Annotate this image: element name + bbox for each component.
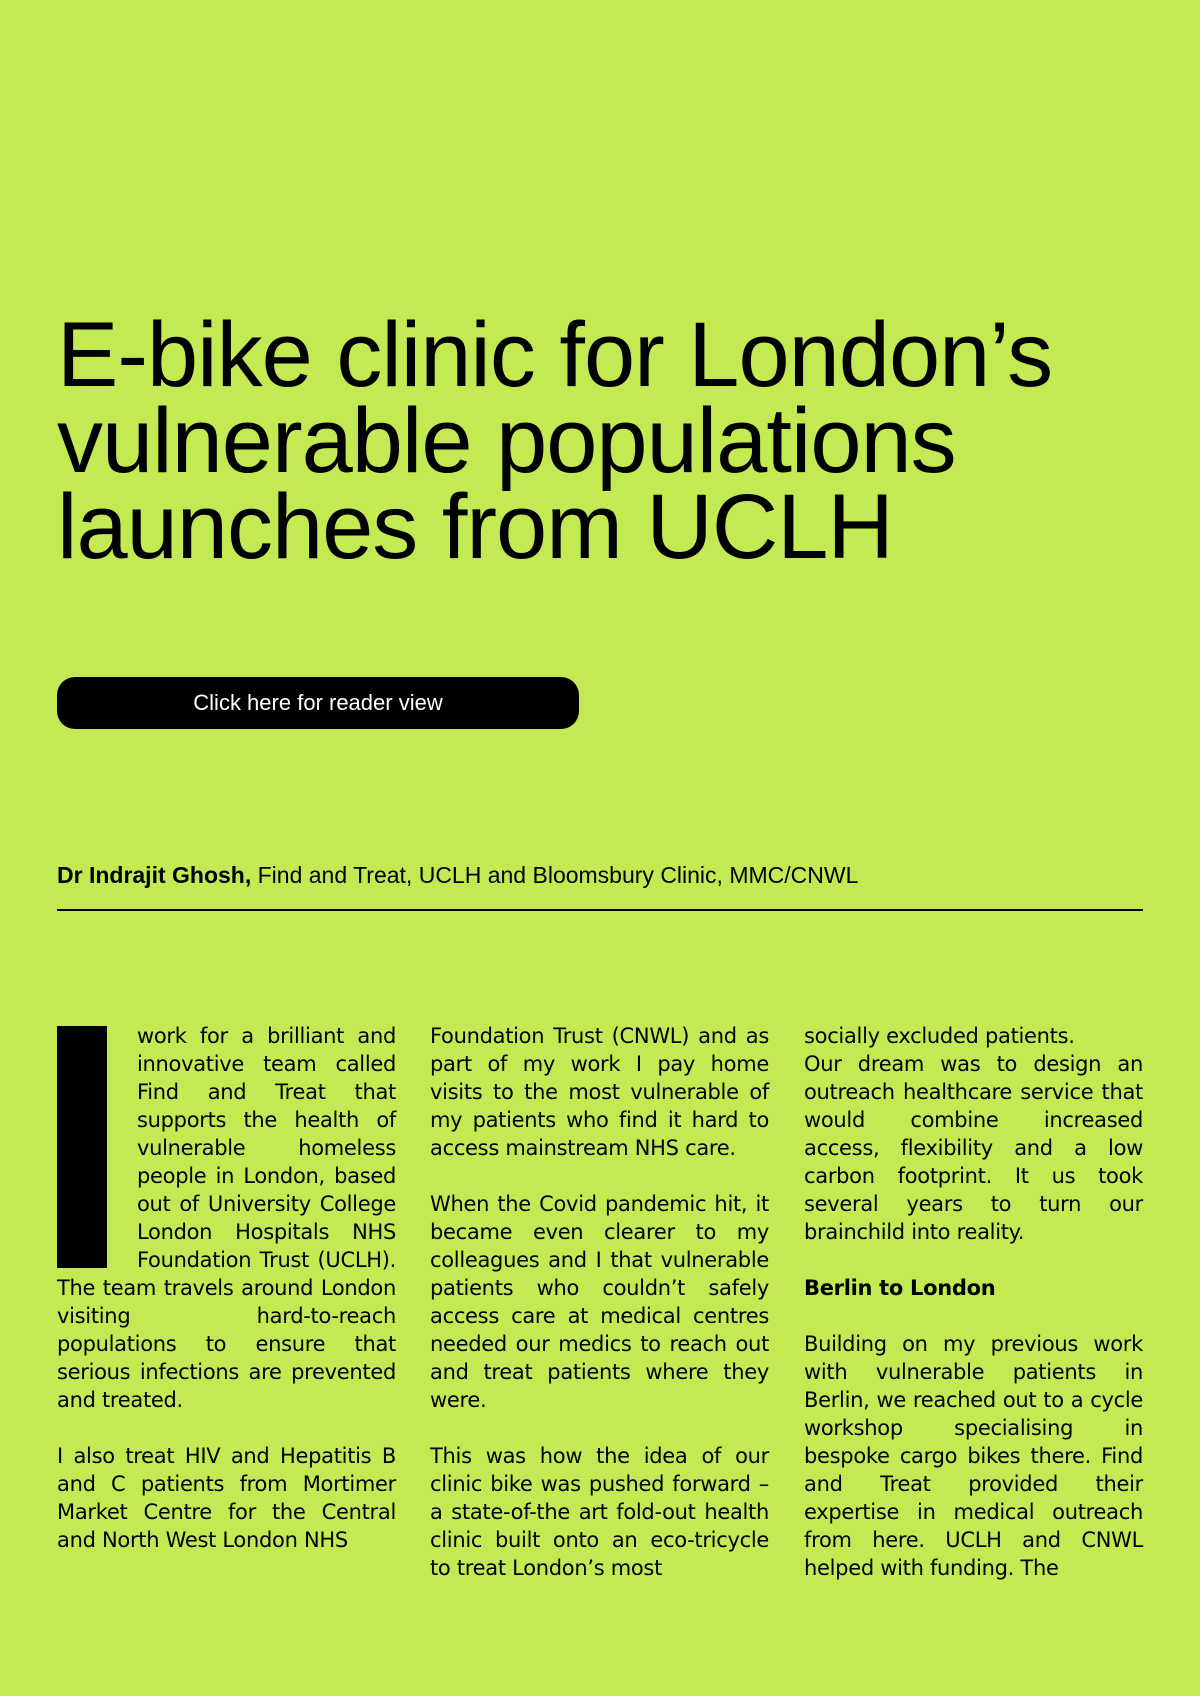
article-headline xyxy=(57,304,1157,578)
byline-divider xyxy=(57,909,1143,911)
article-column-2 xyxy=(430,1022,769,1610)
byline-affiliation: Find and Treat, UCLH and Bloomsbury Clinic, MMC/CNWL xyxy=(257,862,859,888)
byline-author: Dr Indrajit Ghosh, xyxy=(57,862,252,888)
article-paragraph: When the Covid pandemic hit, it became even clearer to my colleagues and I that vulnerable patients who couldn’t safely access care at medical centres needed our medics to reach out and treat patients where they were. xyxy=(430,1192,769,1412)
article-paragraph: I also treat HIV and Hepatitis B and C patients from Mortimer Market Centre for the Central and North West London NHS xyxy=(57,1444,396,1552)
dropcap-letter xyxy=(57,1026,107,1268)
article-column-1 xyxy=(57,1022,396,1582)
article-paragraph: work for a brilliant and innovative team called Find and Treat that supports the health of vulnerable homeless people in London, based out of University College London Hospitals NHS Foundation Trust (UCLH). The team travels around London visiting hard-to-reach populations to ensure that serious infections are prevented and treated. xyxy=(57,1024,396,1412)
headline-line-3: launches from UCLH xyxy=(57,476,893,578)
article-paragraph: Building on my previous work with vulnerable patients in Berlin, we reached out to a cycle workshop specialising in bespoke cargo bikes there. Find and Treat provided their expertise in medical outreach from here. UCLH and CNWL helped with funding. The xyxy=(804,1332,1143,1580)
byline xyxy=(57,862,858,889)
headline-line-1: E-bike clinic for London’s xyxy=(57,304,1053,406)
section-subheading: Berlin to London xyxy=(804,1276,996,1300)
headline-line-2: vulnerable populations xyxy=(57,390,956,492)
article-paragraph: socially excluded patients. xyxy=(804,1024,1075,1048)
article-paragraph: Our dream was to design an outreach healthcare service that would combine increased access, flexibility and a low carbon footprint. It us took several years to turn our brainchild into reality. xyxy=(804,1052,1143,1244)
article-paragraph: This was how the idea of our clinic bike was pushed forward – a state-of-the art fold-out health clinic built onto an eco-tricycle to treat London’s most xyxy=(430,1444,769,1580)
article-paragraph: Foundation Trust (CNWL) and as part of my work I pay home visits to the most vulnerable of my patients who find it hard to access mainstream NHS care. xyxy=(430,1024,769,1160)
article-column-3 xyxy=(804,1022,1143,1610)
reader-view-button[interactable]: Click here for reader view xyxy=(57,677,579,729)
